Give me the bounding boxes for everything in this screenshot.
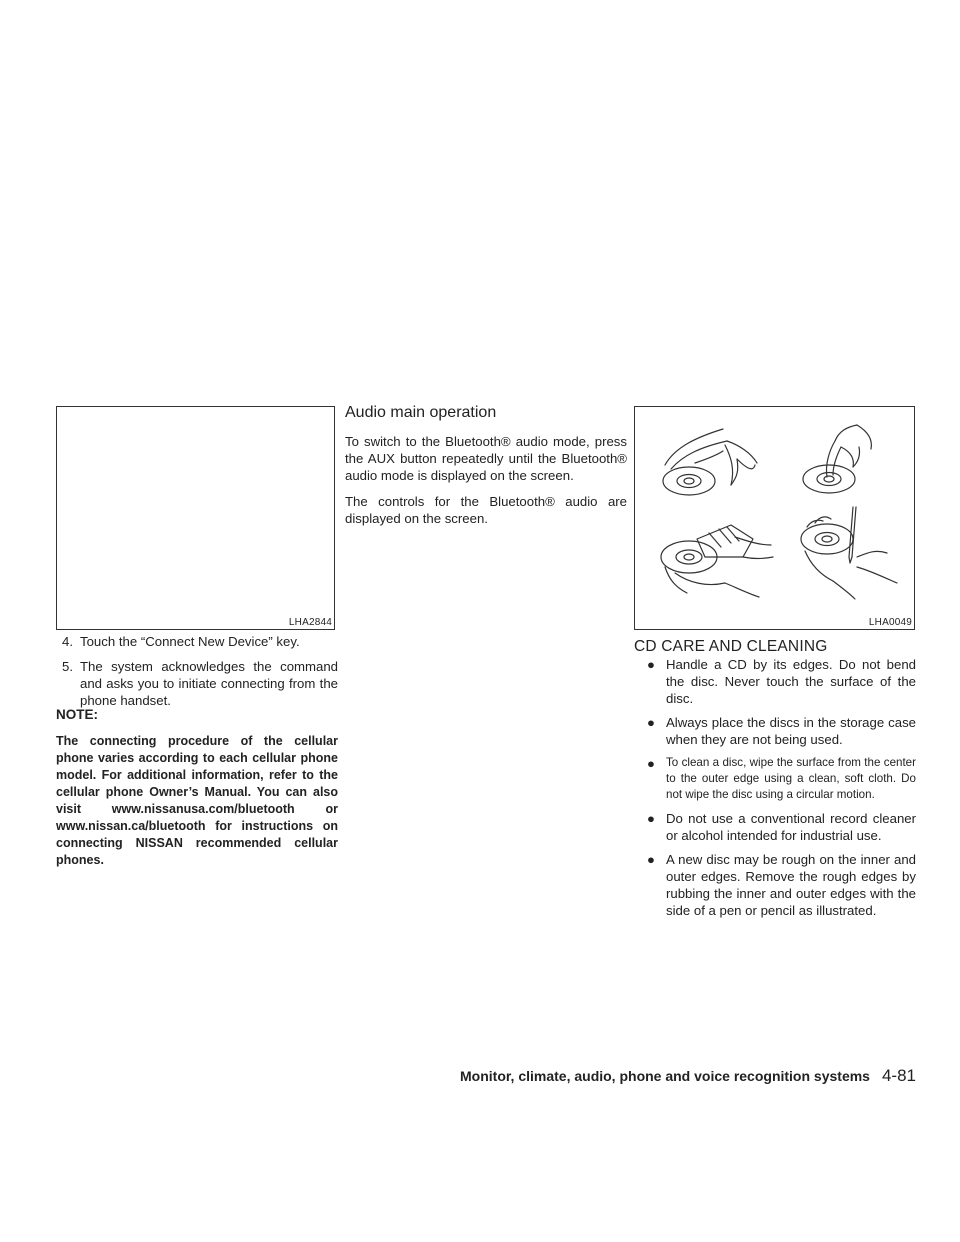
note-block [56, 690, 338, 869]
bullet-icon: ● [647, 811, 655, 826]
cd-handling-illustration [635, 407, 914, 629]
step-text: Touch the “Connect New Device” key. [80, 634, 300, 649]
bullet-text: Handle a CD by its edges. Do not bend the disc. Never touch the surface of the disc. [666, 657, 916, 706]
paragraph: The controls for the Bluetooth® audio are displayed on the screen. [345, 494, 627, 526]
list-item [644, 656, 916, 707]
list-item [644, 810, 916, 844]
bullet-icon: ● [647, 715, 655, 730]
bullet-text: A new disc may be rough on the inner and outer edges. Remove the rough edges by rubbing the inner and outer edges with the side of a pen or pencil as illustrated. [666, 852, 916, 918]
note-label: NOTE: [56, 707, 98, 722]
step-number: 4. [62, 634, 73, 649]
bullet-list [644, 656, 916, 919]
disc-held-by-edges [663, 429, 757, 495]
figure-bluetooth-screen [56, 406, 335, 630]
bullet-text: Always place the discs in the storage case when they are not being used. [666, 715, 916, 747]
list-item [62, 633, 338, 650]
footer-section-title: Monitor, climate, audio, phone and voice recognition systems [460, 1068, 870, 1084]
disc-held-center [803, 425, 871, 493]
list-item [644, 851, 916, 919]
step-number: 5. [62, 659, 73, 674]
paragraph: To switch to the Bluetooth® audio mode, press the AUX button repeatedly until the Bluetooth® audio mode is displayed on the screen. [345, 434, 627, 483]
list-item [644, 714, 916, 748]
step-text: The system acknowledges the command and asks you to initiate connecting from the phone handset. [80, 659, 338, 708]
bullet-icon: ● [647, 657, 655, 672]
page-footer [420, 1066, 916, 1086]
disc-wiping-cloth [661, 525, 773, 597]
figure-code: LHA2844 [288, 617, 332, 628]
disc-edge-pen [801, 507, 897, 599]
note-text: The connecting procedure of the cellular phone varies according to each cellular phone model. For additional information, refer to the cellular phone Owner’s Manual. You can also visit www.nissanusa.com/bluetooth or www.nissan.ca/bluetooth for instructions on connecting NISSAN recommended cellular phones. [56, 734, 338, 867]
bullet-icon: ● [647, 852, 655, 867]
bullet-text: Do not use a conventional record cleaner or alcohol intended for industrial use. [666, 811, 916, 843]
section-heading-audio-main-operation: Audio main operation [345, 404, 497, 421]
bullet-icon: ● [647, 756, 655, 771]
figure-cd-handling [634, 406, 915, 630]
bullet-text: To clean a disc, wipe the surface from the center to the outer edge using a clean, soft cloth. Do not wipe the disc using a circular motion. [666, 756, 916, 801]
list-item [644, 755, 916, 803]
page-number: 4-81 [881, 1066, 916, 1085]
right-column-text [644, 656, 916, 926]
figure-code: LHA0049 [868, 617, 912, 628]
middle-column-text [345, 433, 627, 536]
section-heading-cd-care: CD CARE AND CLEANING [634, 638, 828, 655]
